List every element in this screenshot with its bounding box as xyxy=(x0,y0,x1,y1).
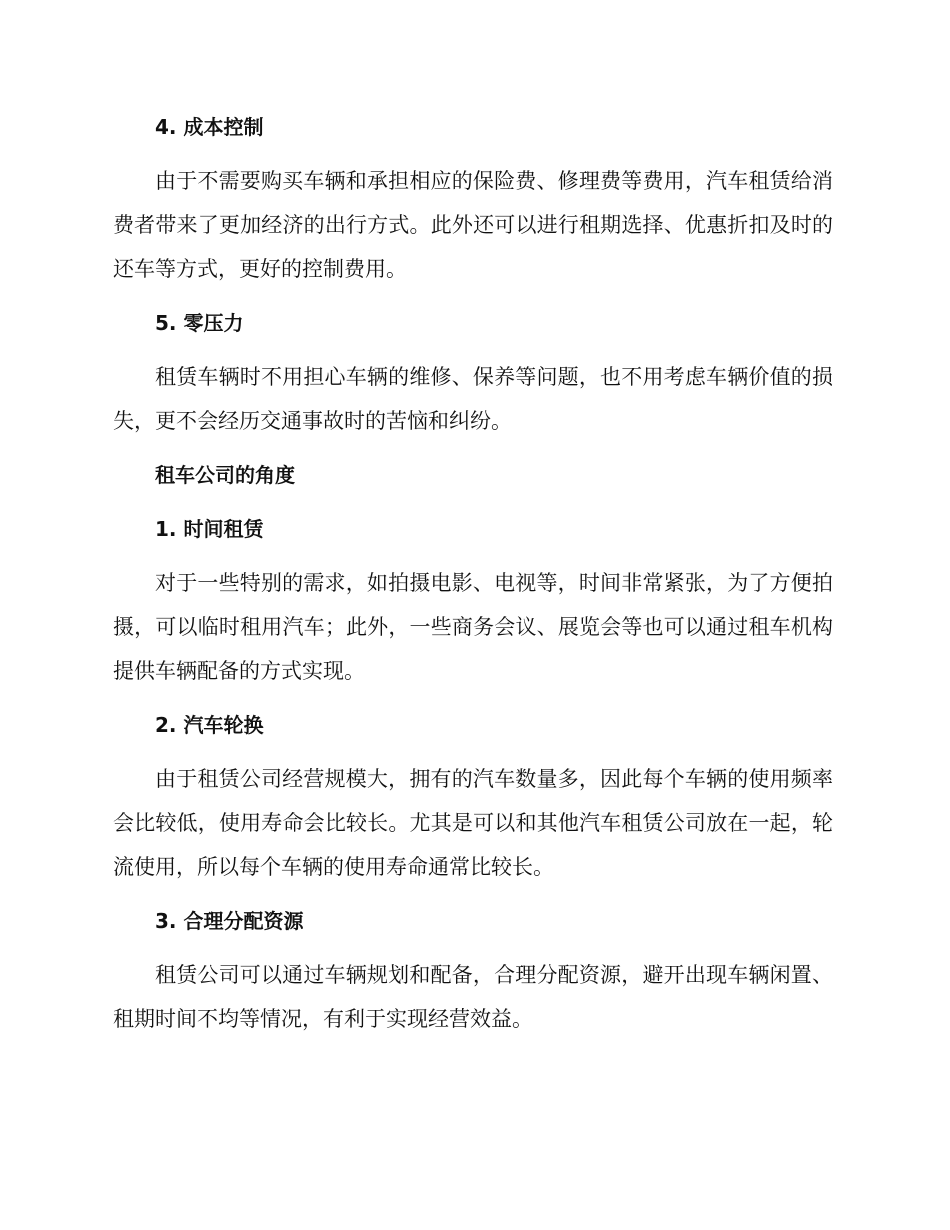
paragraph-cost-control: 由于不需要购买车辆和承担相应的保险费、修理费等费用，汽车租赁给消费者带来了更加经济的出行方式。此外还可以进行租期选择、优惠折扣及时的还车等方式，更好的控制费用。 xyxy=(113,169,833,281)
section-heading-resource-allocation: 3. 合理分配资源 xyxy=(155,909,304,933)
section-heading-time-rental: 1. 时间租赁 xyxy=(155,517,264,541)
paragraph-zero-pressure: 租赁车辆时不用担心车辆的维修、保养等问题，也不用考虑车辆价值的损失，更不会经历交通事故时的苦恼和纠纷。 xyxy=(113,365,833,433)
paragraph-time-rental: 对于一些特别的需求，如拍摄电影、电视等，时间非常紧张，为了方便拍摄，可以临时租用汽车；此外，一些商务会议、展览会等也可以通过租车机构提供车辆配备的方式实现。 xyxy=(113,571,833,683)
section-heading-cost-control: 4. 成本控制 xyxy=(155,115,264,139)
section-heading-car-rotation: 2. 汽车轮换 xyxy=(155,713,264,737)
paragraph-car-rotation: 由于租赁公司经营规模大，拥有的汽车数量多，因此每个车辆的使用频率会比较低，使用寿命会比较长。尤其是可以和其他汽车租赁公司放在一起，轮流使用，所以每个车辆的使用寿命通常比较长。 xyxy=(113,767,833,879)
section-heading-rental-company-perspective: 租车公司的角度 xyxy=(155,463,295,487)
section-heading-zero-pressure: 5. 零压力 xyxy=(155,311,244,335)
document-page xyxy=(113,105,833,1051)
paragraph-resource-allocation: 租赁公司可以通过车辆规划和配备，合理分配资源，避开出现车辆闲置、租期时间不均等情况，有利于实现经营效益。 xyxy=(113,963,833,1031)
